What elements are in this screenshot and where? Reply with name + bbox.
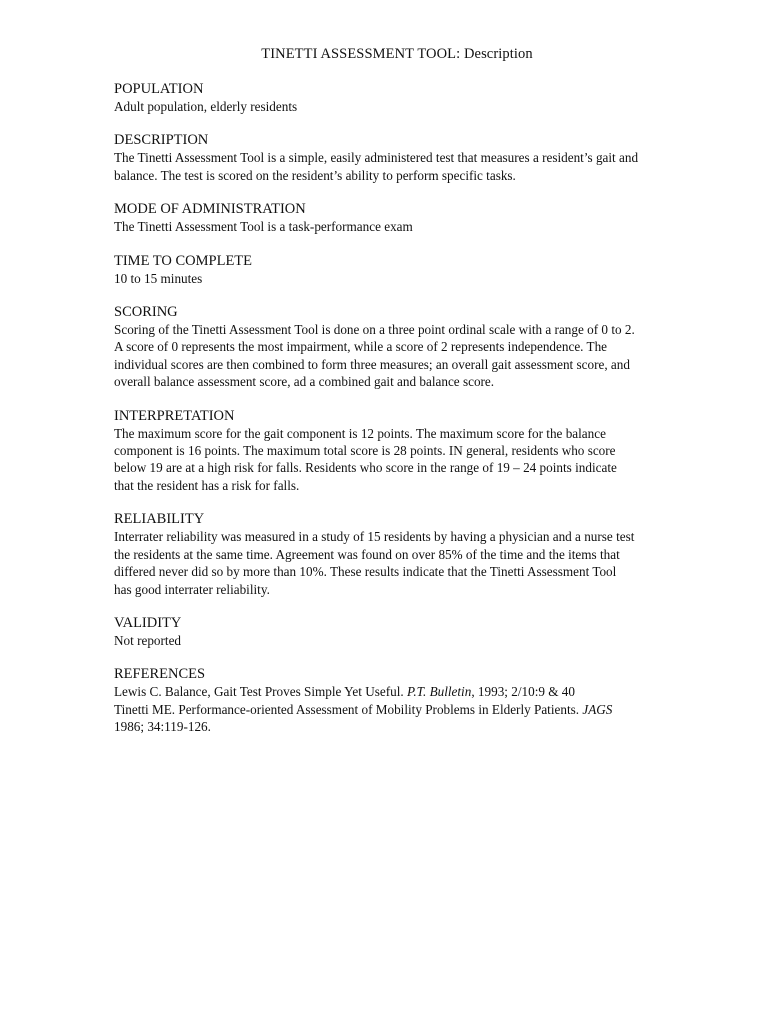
body-line: overall balance assessment score, ad a combined gait and balance score. bbox=[114, 374, 495, 390]
body-line: differed never did so by more than 10%. These results indicate that the Tinetti Assessment Tool bbox=[114, 564, 617, 580]
body-line: Adult population, elderly residents bbox=[114, 99, 298, 114]
body-line: individual scores are then combined to form three measures; an overall gait assessment score, and bbox=[114, 356, 630, 372]
body-line: A score of 0 represents the most impairment, while a score of 2 represents independence. The bbox=[114, 339, 608, 355]
section-heading: RELIABILITY bbox=[114, 511, 205, 528]
body-line: 10 to 15 minutes bbox=[114, 270, 203, 286]
section-validity bbox=[114, 615, 674, 649]
section-body bbox=[114, 218, 674, 235]
section-heading: TIME TO COMPLETE bbox=[114, 252, 253, 269]
document-page bbox=[114, 46, 674, 753]
section-heading: POPULATION bbox=[114, 81, 204, 97]
section-reliability bbox=[114, 511, 674, 598]
reference-journal: JAGS bbox=[582, 701, 613, 717]
body-line: that the resident has a risk for falls. bbox=[114, 477, 300, 493]
section-body bbox=[114, 632, 674, 649]
section-body bbox=[114, 321, 674, 391]
section-heading: VALIDITY bbox=[114, 614, 182, 631]
reference-text: Tinetti ME. Performance-oriented Assessment of Mobility Problems in Elderly Patients. bbox=[114, 701, 583, 717]
reference-item bbox=[114, 683, 674, 700]
reference-text: , 1993; 2/10:9 & 40 bbox=[471, 684, 575, 700]
body-line: The Tinetti Assessment Tool is a simple, easily administered test that measures a resident’s gait and bbox=[114, 150, 639, 166]
section-scoring bbox=[114, 304, 674, 391]
section-body bbox=[114, 149, 674, 184]
section-body bbox=[114, 98, 674, 115]
document-title: TINETTI ASSESSMENT TOOL: Description bbox=[261, 46, 533, 62]
section-time-to-complete bbox=[114, 253, 674, 287]
reference-journal: P.T. Bulletin bbox=[406, 684, 472, 700]
reference-item-continuation: 1986; 34:119-126. bbox=[114, 719, 211, 735]
section-heading: MODE OF ADMINISTRATION bbox=[114, 201, 306, 218]
section-body bbox=[114, 528, 674, 598]
body-line: The maximum score for the gait component is 12 points. The maximum score for the balance bbox=[114, 425, 606, 441]
body-line: has good interrater reliability. bbox=[114, 581, 270, 597]
section-heading: DESCRIPTION bbox=[114, 132, 209, 149]
section-body bbox=[114, 270, 674, 287]
section-heading: SCORING bbox=[114, 304, 178, 321]
section-mode-of-administration bbox=[114, 201, 674, 235]
body-line: Not reported bbox=[114, 632, 182, 648]
reference-item bbox=[114, 701, 674, 718]
body-line: The Tinetti Assessment Tool is a task-performance exam bbox=[114, 219, 413, 235]
reference-text: Lewis C. Balance, Gait Test Proves Simple Yet Useful. bbox=[114, 684, 407, 700]
section-description bbox=[114, 132, 674, 184]
body-line: Interrater reliability was measured in a study of 15 residents by having a physician and a nurse test bbox=[114, 529, 635, 545]
section-heading: REFERENCES bbox=[114, 666, 206, 683]
body-line: component is 16 points. The maximum total score is 28 points. IN general, residents who score bbox=[114, 443, 616, 459]
section-interpretation bbox=[114, 408, 674, 495]
body-line: balance. The test is scored on the resident’s ability to perform specific tasks. bbox=[114, 167, 516, 183]
section-population bbox=[114, 81, 674, 115]
body-line: below 19 are at a high risk for falls. Residents who score in the range of 19 – 24 points indicate bbox=[114, 460, 617, 476]
body-line: Scoring of the Tinetti Assessment Tool is done on a three point ordinal scale with a range of 0 to 2. bbox=[114, 322, 635, 338]
body-line: the residents at the same time. Agreement was found on over 85% of the time and the items that bbox=[114, 546, 620, 562]
section-body bbox=[114, 425, 674, 495]
section-references bbox=[114, 666, 674, 735]
references-list bbox=[114, 683, 674, 735]
section-heading: INTERPRETATION bbox=[114, 407, 235, 424]
